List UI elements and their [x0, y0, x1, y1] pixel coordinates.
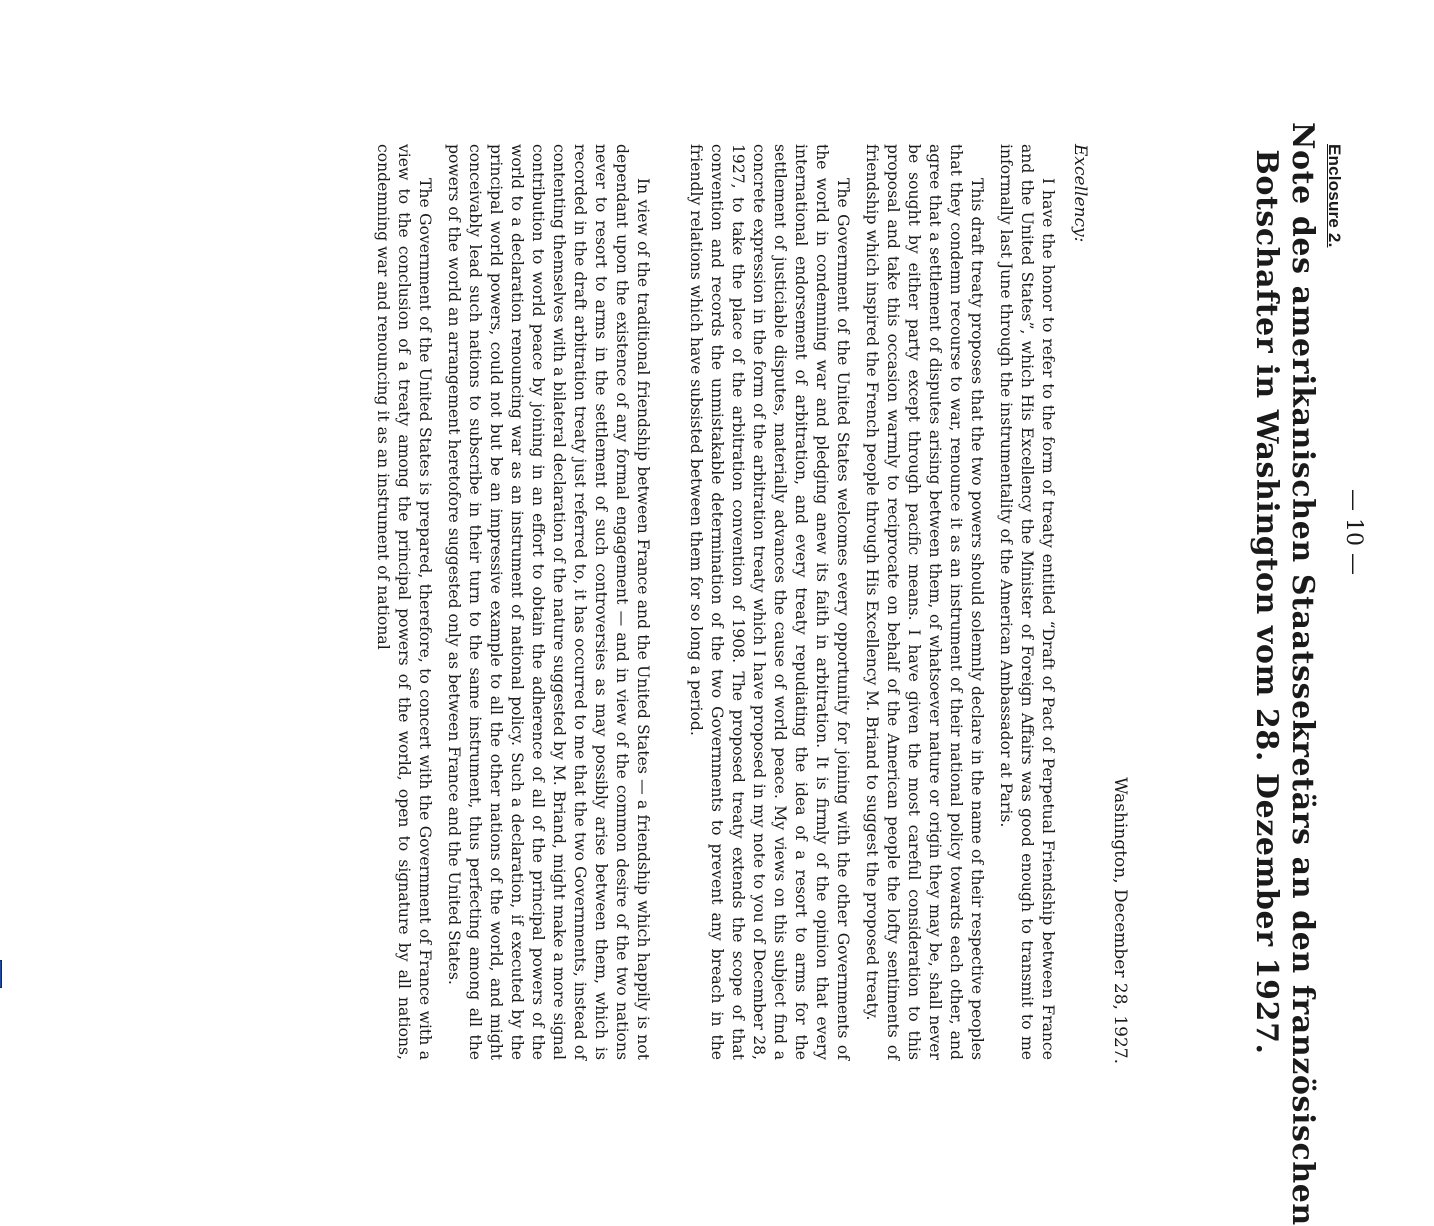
paragraph: The Government of the United States welcomes every opportunity for joining with the other Governments of the world in condemning war and pledging anew its faith in arbitration. It is firmly of the opinion that every international endorsement of arbitration, and every treaty repudiating the idea of a resort to arms for the settlement of justiciable disputes, materially advances the cause of world peace. My views on this subject find a concrete expression in the form of the arbitration treaty which I have proposed in my note to you of December 28, 1927, to take the place of the arbitration convention of 1908. The proposed treaty extends the scope of that convention and records the unmistakable determination of the two Governments to prevent any breach in the friendly relations which have subsisted between them for so long a period.: [687, 144, 852, 1060]
paragraph: In view of the traditional friendship between France and the United States — a friendship which happily is not dependant upon the existence of any formal engagement — and in view of the common desire of the two nations never to resort to arms in the settlement of such controversies as may possibly arise between them, which is recorded in the draft arbitration treaty just referred to, it has occurred to me that the two Governments, instead of contenting themselves with a bilateral declaration of the nature suggested by M. Briand, might make a more signal contribution to world peace by joining in an effort to obtain the adherence of all of the principal powers of the world to a declaration renouncing war as an instrument of national policy. Such a declaration, if executed by the principal world powers, could not but be an impressive example to all the other nations of the world, and might conceivably lead such nations to subscribe in their turn to the same instrument, thus perfecting among all the powers of the world an arrangement heretofore suggested only as between France and the United States.: [445, 144, 652, 1060]
enclosure-label: Enclosure 2.: [1325, 144, 1344, 248]
rotated-page: [0, 122, 1372, 1226]
dfg-logo-icon: [0, 960, 2, 988]
funding-note: [0, 598, 1, 957]
digitization-stamp: [0, 598, 2, 988]
page-number: — 10 —: [1341, 489, 1366, 575]
salutation: Excellency:: [1070, 144, 1090, 243]
paragraph: This draft treaty proposes that the two powers should solemnly declare in the name of their respective peoples that they condemn recourse to war, renounce it as an instrument of their national policy towards each other, and agree that a settlement of disputes arising between them, of whatsoever nature or origin they may be, shall never be sought by either party except through pacific means. I have given the most careful consideration to this proposal and take this occasion warmly to reciprocate on behalf of the American people the lofty sentiments of friendship which inspired the French people through His Excellency M. Briand to suggest the proposed treaty.: [863, 144, 986, 1060]
dateline: Washington, December 28, 1927.: [1110, 777, 1130, 1064]
paragraph: I have the honor to refer to the form of treaty entitled “Draft of Pact of Perpetual Friendship between France and the United States”, which His Excellency the Minister of Foreign Affairs was good enough to transmit to me informally last June through the instrumentality of the American Ambassador at Paris.: [997, 144, 1057, 1060]
title-line-1: Note des amerikanischen Staatssekretärs an den französischen: [1285, 122, 1320, 1226]
document-title: [1248, 122, 1320, 1226]
letter-body: [364, 144, 1058, 1060]
paragraph: The Government of the United States is prepared, therefore, to concert with the Government of France with a view to the conclusion of a treaty among the principal powers of the world, open to signature by all nations, condemning war and renouncing it as an instrument of national: [374, 144, 434, 1060]
title-line-2: Botschafter in Washington vom 28. Dezember 1927.: [1249, 149, 1284, 1055]
